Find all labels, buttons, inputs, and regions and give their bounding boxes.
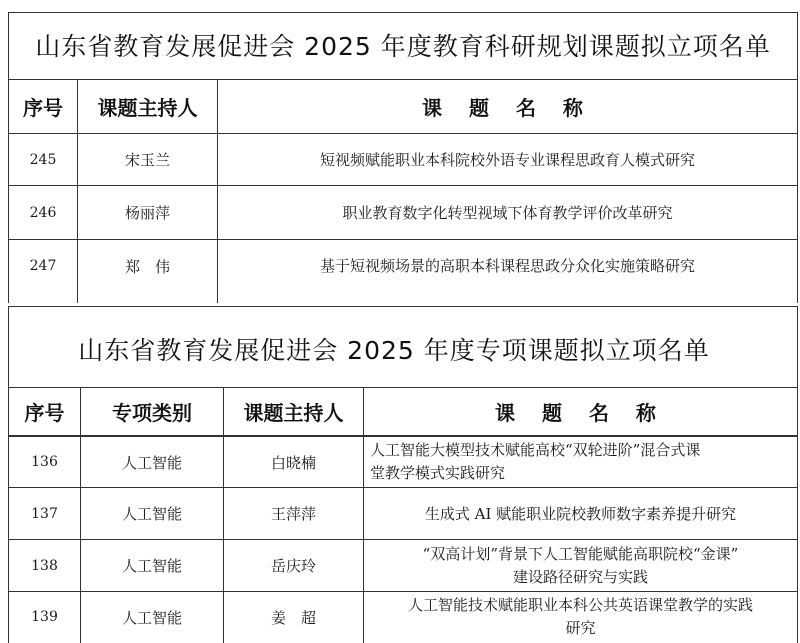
- row-project-name: [364, 540, 797, 591]
- row-host: 杨丽萍: [124, 204, 170, 222]
- row-category: 人工智能: [121, 608, 182, 627]
- row-host: 姜 超: [270, 608, 316, 627]
- row-host: 白晓楠: [270, 453, 316, 472]
- project-name-line: “双高计划”背景下人工智能赋能高职院校“金课”: [422, 544, 739, 563]
- row-project-name: [364, 592, 797, 642]
- row-number: 138: [31, 557, 58, 574]
- row-number: 247: [29, 258, 57, 274]
- row-project-name: 职业教育数字化转型视域下体育教学评价改革研究: [342, 203, 673, 222]
- row-host: 王萍萍: [270, 505, 316, 523]
- row-host: 宋玉兰: [124, 151, 170, 169]
- header-host: 课题主持人: [97, 96, 198, 120]
- special-list-title: 山东省教育发展促进会 2025 年度专项课题拟立项名单: [78, 336, 710, 365]
- header-host: 课题主持人: [243, 401, 344, 425]
- row-number: 136: [31, 454, 58, 470]
- special-list-sheet: [8, 306, 798, 643]
- row-project-name: [364, 437, 797, 487]
- header-project-name: 课 题 名 称: [422, 96, 593, 120]
- row-number: 137: [31, 505, 58, 522]
- row-project-name: 短视频赋能职业本科院校外语专业课程思政育人模式研究: [319, 150, 695, 169]
- project-name-line: 堂教学模式实践研究: [370, 464, 506, 482]
- header-project-name: 课 题 名 称: [495, 401, 666, 425]
- project-name-line: 生成式 AI 赋能职业院校教师数字素养提升研究: [424, 504, 737, 523]
- row-project-name: 基于短视频场景的高职本科课程思政分众化实施策略研究: [319, 257, 695, 275]
- planning-list-sheet: [8, 12, 798, 303]
- row-category: 人工智能: [121, 557, 182, 575]
- row-category: 人工智能: [121, 505, 182, 523]
- project-name-line: 建设路径研究与实践: [512, 567, 648, 586]
- row-host: 郑 伟: [124, 257, 170, 276]
- header-no: 序号: [24, 401, 65, 425]
- header-no: 序号: [23, 96, 63, 120]
- header-category: 专项类别: [112, 401, 192, 425]
- row-category: 人工智能: [121, 453, 182, 472]
- row-number: 246: [29, 204, 57, 221]
- row-number: 139: [31, 609, 58, 625]
- project-name-line: 人工智能大模型技术赋能高校“双轮进阶”混合式课: [370, 441, 701, 459]
- row-host: 岳庆玲: [270, 557, 316, 575]
- planning-list-title: 山东省教育发展促进会 2025 年度教育科研规划课题拟立项名单: [35, 32, 771, 61]
- project-name-line: 人工智能技术赋能职业本科公共英语课堂教学的实践: [407, 596, 753, 614]
- row-project-name: [364, 488, 797, 539]
- project-name-line: 研究: [565, 619, 596, 637]
- row-number: 245: [29, 151, 57, 168]
